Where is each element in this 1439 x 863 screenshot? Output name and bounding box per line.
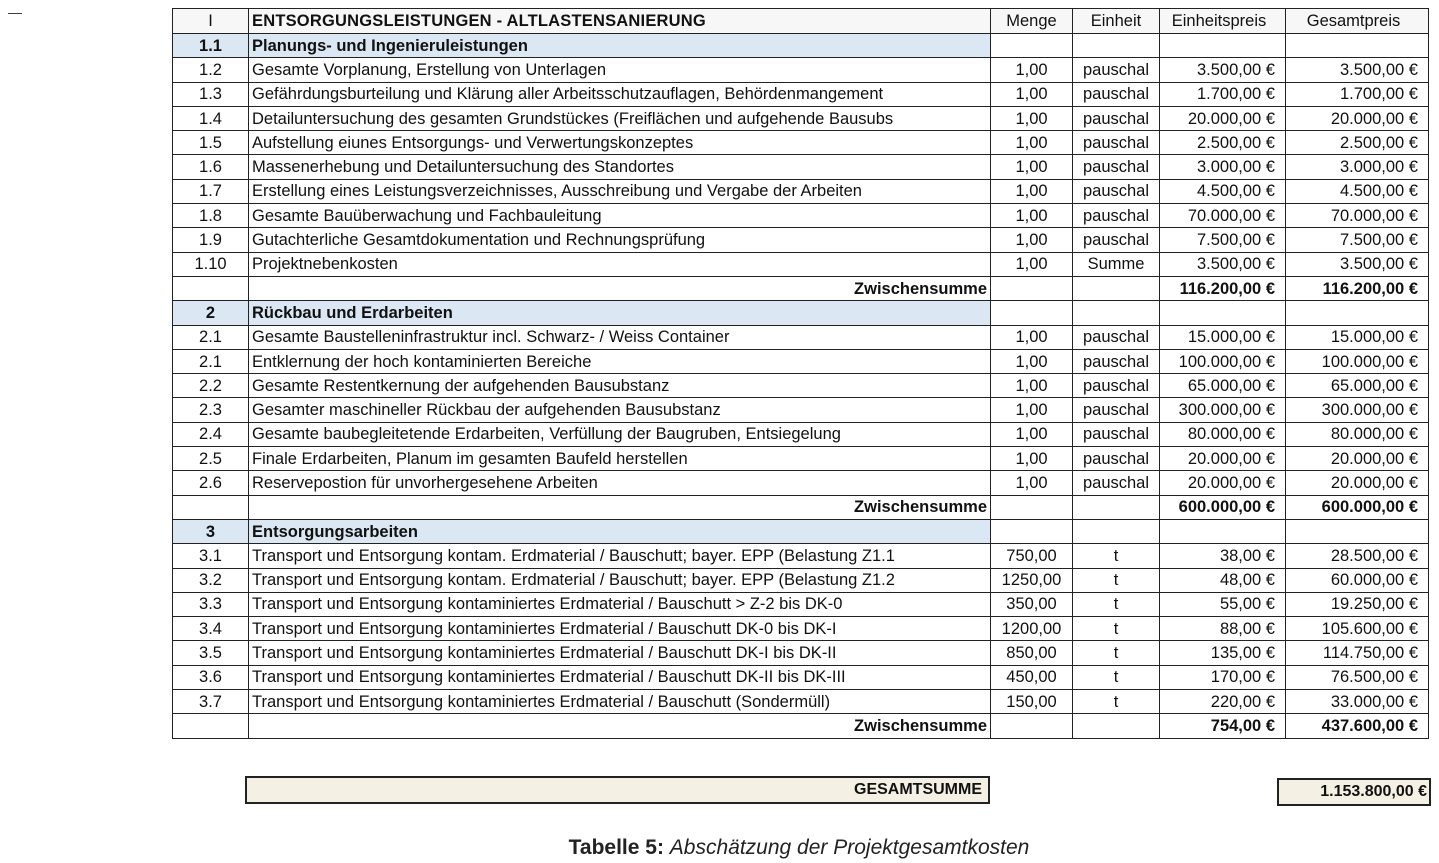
cell-desc: Transport und Entsorgung kontaminiertes Erdmaterial / Bauschutt > Z-2 bis DK-0 xyxy=(249,592,991,616)
cell-nr: 2.2 xyxy=(173,374,249,398)
subtotal-row xyxy=(173,276,1429,300)
cell-desc: Reservepostion für unvorhergesehene Arbeiten xyxy=(249,471,991,495)
header-nr: I xyxy=(173,9,249,34)
cell-desc: Erstellung eines Leistungsverzeichnisses, Ausschreibung und Vergabe der Arbeiten xyxy=(249,179,991,203)
cell-total-price: 20.000,00 € xyxy=(1286,106,1429,130)
table-caption xyxy=(0,836,1439,860)
cell-unit-price: 220,00 € xyxy=(1160,690,1286,714)
cell-unit-price: 80.000,00 € xyxy=(1160,422,1286,446)
cell-unit-price: 135,00 € xyxy=(1160,641,1286,665)
cell-unit-price: 754,00 € xyxy=(1160,714,1286,738)
cell-qty xyxy=(991,714,1073,738)
cell-qty: 1,00 xyxy=(991,179,1073,203)
cell-qty: 850,00 xyxy=(991,641,1073,665)
table-row xyxy=(173,179,1429,203)
table-row xyxy=(173,374,1429,398)
cell-unit: pauschal xyxy=(1073,422,1160,446)
cell-nr: 1.8 xyxy=(173,204,249,228)
cell-unit: pauschal xyxy=(1073,325,1160,349)
cell-qty: 1,00 xyxy=(991,422,1073,446)
cell-nr: 3.6 xyxy=(173,665,249,689)
cell-qty: 1,00 xyxy=(991,325,1073,349)
cell-desc: Entklernung der hoch kontaminierten Bereiche xyxy=(249,349,991,373)
cell-total-price: 60.000,00 € xyxy=(1286,568,1429,592)
cell-total-price: 20.000,00 € xyxy=(1286,471,1429,495)
cell-qty: 1,00 xyxy=(991,374,1073,398)
cell-desc: Gesamte baubegleitetende Erdarbeiten, Verfüllung der Baugruben, Entsiegelung xyxy=(249,422,991,446)
cell-unit xyxy=(1073,34,1160,58)
cell-qty: 450,00 xyxy=(991,665,1073,689)
cell-desc: Transport und Entsorgung kontam. Erdmaterial / Bauschutt; bayer. EPP (Belastung Z1.1 xyxy=(249,544,991,568)
cell-nr: 1.5 xyxy=(173,131,249,155)
cell-unit-price: 3.000,00 € xyxy=(1160,155,1286,179)
cell-unit-price: 70.000,00 € xyxy=(1160,204,1286,228)
table-row xyxy=(173,82,1429,106)
cell-qty: 350,00 xyxy=(991,592,1073,616)
cell-total-price: 33.000,00 € xyxy=(1286,690,1429,714)
cell-unit: pauschal xyxy=(1073,58,1160,82)
cell-desc: Zwischensumme xyxy=(249,714,991,738)
cell-total-price: 7.500,00 € xyxy=(1286,228,1429,252)
cell-unit-price: 7.500,00 € xyxy=(1160,228,1286,252)
table-row xyxy=(173,398,1429,422)
cell-total-price: 15.000,00 € xyxy=(1286,325,1429,349)
cell-total-price: 4.500,00 € xyxy=(1286,179,1429,203)
header-title: ENTSORGUNGSLEISTUNGEN - ALTLASTENSANIERUNG xyxy=(249,9,991,34)
cell-qty: 1,00 xyxy=(991,398,1073,422)
cell-total-price: 105.600,00 € xyxy=(1286,617,1429,641)
cell-desc: Zwischensumme xyxy=(249,276,991,300)
cell-nr: 3.5 xyxy=(173,641,249,665)
cell-unit-price: 20.000,00 € xyxy=(1160,471,1286,495)
table-row xyxy=(173,228,1429,252)
cell-desc: Gesamte Bauüberwachung und Fachbauleitung xyxy=(249,204,991,228)
cell-unit xyxy=(1073,714,1160,738)
table-row xyxy=(173,568,1429,592)
table-row xyxy=(173,252,1429,276)
table-row xyxy=(173,155,1429,179)
table-row xyxy=(173,422,1429,446)
cell-qty: 1,00 xyxy=(991,131,1073,155)
cell-nr xyxy=(173,495,249,519)
cell-total-price: 20.000,00 € xyxy=(1286,447,1429,471)
cell-total-price: 2.500,00 € xyxy=(1286,131,1429,155)
header-unit: Einheit xyxy=(1073,9,1160,34)
cell-unit-price xyxy=(1160,301,1286,325)
cell-desc: Planungs- und Ingenieruleistungen xyxy=(249,34,991,58)
cell-desc: Gesamte Restentkernung der aufgehenden Bausubstanz xyxy=(249,374,991,398)
cell-nr: 3.7 xyxy=(173,690,249,714)
cell-nr: 1.1 xyxy=(173,34,249,58)
caption-text: Abschätzung der Projektgesamtkosten xyxy=(669,836,1030,859)
subtotal-row xyxy=(173,714,1429,738)
cell-desc: Detailuntersuchung des gesamten Grundstückes (Freiflächen und aufgehende Bausubs xyxy=(249,106,991,130)
cell-unit-price: 170,00 € xyxy=(1160,665,1286,689)
cell-nr: 2 xyxy=(173,301,249,325)
cell-nr: 1.2 xyxy=(173,58,249,82)
cell-nr: 2.5 xyxy=(173,447,249,471)
cell-unit-price: 20.000,00 € xyxy=(1160,447,1286,471)
cell-nr: 2.3 xyxy=(173,398,249,422)
cell-nr: 3.3 xyxy=(173,592,249,616)
cell-unit-price: 55,00 € xyxy=(1160,592,1286,616)
cell-unit-price: 600.000,00 € xyxy=(1160,495,1286,519)
cell-unit: pauschal xyxy=(1073,179,1160,203)
cell-qty: 1,00 xyxy=(991,228,1073,252)
cell-total-price: 3.500,00 € xyxy=(1286,58,1429,82)
cell-qty: 1,00 xyxy=(991,155,1073,179)
cell-desc: Transport und Entsorgung kontaminiertes Erdmaterial / Bauschutt DK-II bis DK-III xyxy=(249,665,991,689)
cell-desc: Aufstellung eiunes Entsorgungs- und Verwertungskonzeptes xyxy=(249,131,991,155)
cell-qty xyxy=(991,34,1073,58)
cell-nr: 3.4 xyxy=(173,617,249,641)
cell-total-price: 3.500,00 € xyxy=(1286,252,1429,276)
cell-nr: 3 xyxy=(173,519,249,543)
cell-qty: 1,00 xyxy=(991,252,1073,276)
cell-total-price: 76.500,00 € xyxy=(1286,665,1429,689)
cell-unit: t xyxy=(1073,617,1160,641)
header-qty: Menge xyxy=(991,9,1073,34)
cell-desc: Transport und Entsorgung kontaminiertes Erdmaterial / Bauschutt DK-0 bis DK-I xyxy=(249,617,991,641)
cell-unit-price: 2.500,00 € xyxy=(1160,131,1286,155)
cell-nr xyxy=(173,714,249,738)
cell-unit: t xyxy=(1073,568,1160,592)
cell-unit-price: 300.000,00 € xyxy=(1160,398,1286,422)
table-row xyxy=(173,325,1429,349)
cell-desc: Transport und Entsorgung kontaminiertes Erdmaterial / Bauschutt DK-I bis DK-II xyxy=(249,641,991,665)
cell-total-price: 437.600,00 € xyxy=(1286,714,1429,738)
cell-unit: Summe xyxy=(1073,252,1160,276)
cell-total-price: 114.750,00 € xyxy=(1286,641,1429,665)
cost-estimate-table xyxy=(172,8,1429,739)
cell-unit xyxy=(1073,276,1160,300)
cell-nr: 2.4 xyxy=(173,422,249,446)
cell-nr: 1.3 xyxy=(173,82,249,106)
cell-unit-price: 3.500,00 € xyxy=(1160,58,1286,82)
cell-unit: pauschal xyxy=(1073,447,1160,471)
cell-unit-price: 38,00 € xyxy=(1160,544,1286,568)
cell-total-price xyxy=(1286,519,1429,543)
cell-unit: pauschal xyxy=(1073,155,1160,179)
cell-nr: 1.9 xyxy=(173,228,249,252)
cell-nr: 3.2 xyxy=(173,568,249,592)
cell-unit-price xyxy=(1160,34,1286,58)
cell-unit: pauschal xyxy=(1073,82,1160,106)
cell-qty: 1,00 xyxy=(991,82,1073,106)
grand-total-value: 1.153.800,00 € xyxy=(1277,778,1431,806)
table-row xyxy=(173,641,1429,665)
cell-nr: 1.7 xyxy=(173,179,249,203)
cell-unit: pauschal xyxy=(1073,398,1160,422)
table-row xyxy=(173,665,1429,689)
cell-unit-price xyxy=(1160,519,1286,543)
cell-qty: 1200,00 xyxy=(991,617,1073,641)
cell-qty: 1,00 xyxy=(991,349,1073,373)
cell-unit: t xyxy=(1073,592,1160,616)
cell-unit: pauschal xyxy=(1073,131,1160,155)
cell-qty: 1,00 xyxy=(991,471,1073,495)
cell-desc: Massenerhebung und Detailuntersuchung des Standortes xyxy=(249,155,991,179)
cell-qty xyxy=(991,301,1073,325)
cell-unit-price: 48,00 € xyxy=(1160,568,1286,592)
cell-unit xyxy=(1073,301,1160,325)
cell-nr: 2.1 xyxy=(173,349,249,373)
cell-unit-price: 100.000,00 € xyxy=(1160,349,1286,373)
cell-unit-price: 15.000,00 € xyxy=(1160,325,1286,349)
cell-unit xyxy=(1073,495,1160,519)
subtotal-row xyxy=(173,495,1429,519)
header-unit-price: Einheitspreis xyxy=(1160,9,1286,34)
cell-qty: 1,00 xyxy=(991,58,1073,82)
cell-unit xyxy=(1073,519,1160,543)
cell-unit: pauschal xyxy=(1073,471,1160,495)
cell-unit-price: 116.200,00 € xyxy=(1160,276,1286,300)
cell-nr: 2.1 xyxy=(173,325,249,349)
cell-desc: Gesamte Baustelleninfrastruktur incl. Schwarz- / Weiss Container xyxy=(249,325,991,349)
cell-unit: pauschal xyxy=(1073,204,1160,228)
table-row xyxy=(173,106,1429,130)
cell-unit-price: 4.500,00 € xyxy=(1160,179,1286,203)
section-row xyxy=(173,301,1429,325)
cell-unit-price: 65.000,00 € xyxy=(1160,374,1286,398)
cell-desc: Gesamte Vorplanung, Erstellung von Unterlagen xyxy=(249,58,991,82)
cell-desc: Gesamter maschineller Rückbau der aufgehenden Bausubstanz xyxy=(249,398,991,422)
cell-unit-price: 3.500,00 € xyxy=(1160,252,1286,276)
section-row xyxy=(173,519,1429,543)
cell-desc: Transport und Entsorgung kontam. Erdmaterial / Bauschutt; bayer. EPP (Belastung Z1.2 xyxy=(249,568,991,592)
cell-unit-price: 1.700,00 € xyxy=(1160,82,1286,106)
caption-label: Tabelle 5: xyxy=(568,836,664,859)
cell-nr xyxy=(173,276,249,300)
cell-total-price xyxy=(1286,301,1429,325)
table-row xyxy=(173,544,1429,568)
cell-total-price: 70.000,00 € xyxy=(1286,204,1429,228)
table-row xyxy=(173,349,1429,373)
cell-total-price xyxy=(1286,34,1429,58)
cell-qty: 750,00 xyxy=(991,544,1073,568)
cell-nr: 1.10 xyxy=(173,252,249,276)
cell-nr: 2.6 xyxy=(173,471,249,495)
table-row xyxy=(173,58,1429,82)
cell-desc: Projektnebenkosten xyxy=(249,252,991,276)
cell-total-price: 300.000,00 € xyxy=(1286,398,1429,422)
cell-total-price: 1.700,00 € xyxy=(1286,82,1429,106)
cell-unit-price: 88,00 € xyxy=(1160,617,1286,641)
cell-total-price: 80.000,00 € xyxy=(1286,422,1429,446)
cell-qty xyxy=(991,276,1073,300)
cell-qty: 1,00 xyxy=(991,447,1073,471)
cell-desc: Rückbau und Erdarbeiten xyxy=(249,301,991,325)
cell-total-price: 116.200,00 € xyxy=(1286,276,1429,300)
cell-desc: Zwischensumme xyxy=(249,495,991,519)
cell-unit: t xyxy=(1073,690,1160,714)
table-row xyxy=(173,471,1429,495)
table-row xyxy=(173,447,1429,471)
cell-qty: 1,00 xyxy=(991,106,1073,130)
table-row xyxy=(173,204,1429,228)
cell-unit: pauschal xyxy=(1073,374,1160,398)
cell-qty: 150,00 xyxy=(991,690,1073,714)
section-row xyxy=(173,34,1429,58)
table-row xyxy=(173,131,1429,155)
cell-nr: 3.1 xyxy=(173,544,249,568)
cell-desc: Gutachterliche Gesamtdokumentation und Rechnungsprüfung xyxy=(249,228,991,252)
table-row xyxy=(173,690,1429,714)
cell-total-price: 100.000,00 € xyxy=(1286,349,1429,373)
cell-total-price: 19.250,00 € xyxy=(1286,592,1429,616)
cell-unit: t xyxy=(1073,665,1160,689)
cell-desc: Entsorgungsarbeiten xyxy=(249,519,991,543)
grand-total-label: GESAMTSUMME xyxy=(245,776,990,804)
cell-total-price: 600.000,00 € xyxy=(1286,495,1429,519)
cell-desc: Gefährdungsburteilung und Klärung aller Arbeitsschutzauflagen, Behördenmangement xyxy=(249,82,991,106)
cell-total-price: 3.000,00 € xyxy=(1286,155,1429,179)
table-row xyxy=(173,617,1429,641)
cell-qty: 1,00 xyxy=(991,204,1073,228)
cell-unit-price: 20.000,00 € xyxy=(1160,106,1286,130)
cell-desc: Transport und Entsorgung kontaminiertes Erdmaterial / Bauschutt (Sondermüll) xyxy=(249,690,991,714)
table-header-row xyxy=(173,9,1429,34)
cell-unit: pauschal xyxy=(1073,106,1160,130)
cell-total-price: 28.500,00 € xyxy=(1286,544,1429,568)
table-row xyxy=(173,592,1429,616)
margin-mark: — xyxy=(8,4,22,20)
cell-qty: 1250,00 xyxy=(991,568,1073,592)
cell-qty xyxy=(991,495,1073,519)
cell-nr: 1.6 xyxy=(173,155,249,179)
cell-total-price: 65.000,00 € xyxy=(1286,374,1429,398)
cell-desc: Finale Erdarbeiten, Planum im gesamten Baufeld herstellen xyxy=(249,447,991,471)
cell-unit: pauschal xyxy=(1073,228,1160,252)
cell-unit: t xyxy=(1073,544,1160,568)
cell-qty xyxy=(991,519,1073,543)
cell-nr: 1.4 xyxy=(173,106,249,130)
cell-unit: pauschal xyxy=(1073,349,1160,373)
header-total-price: Gesamtpreis xyxy=(1286,9,1429,34)
cell-unit: t xyxy=(1073,641,1160,665)
